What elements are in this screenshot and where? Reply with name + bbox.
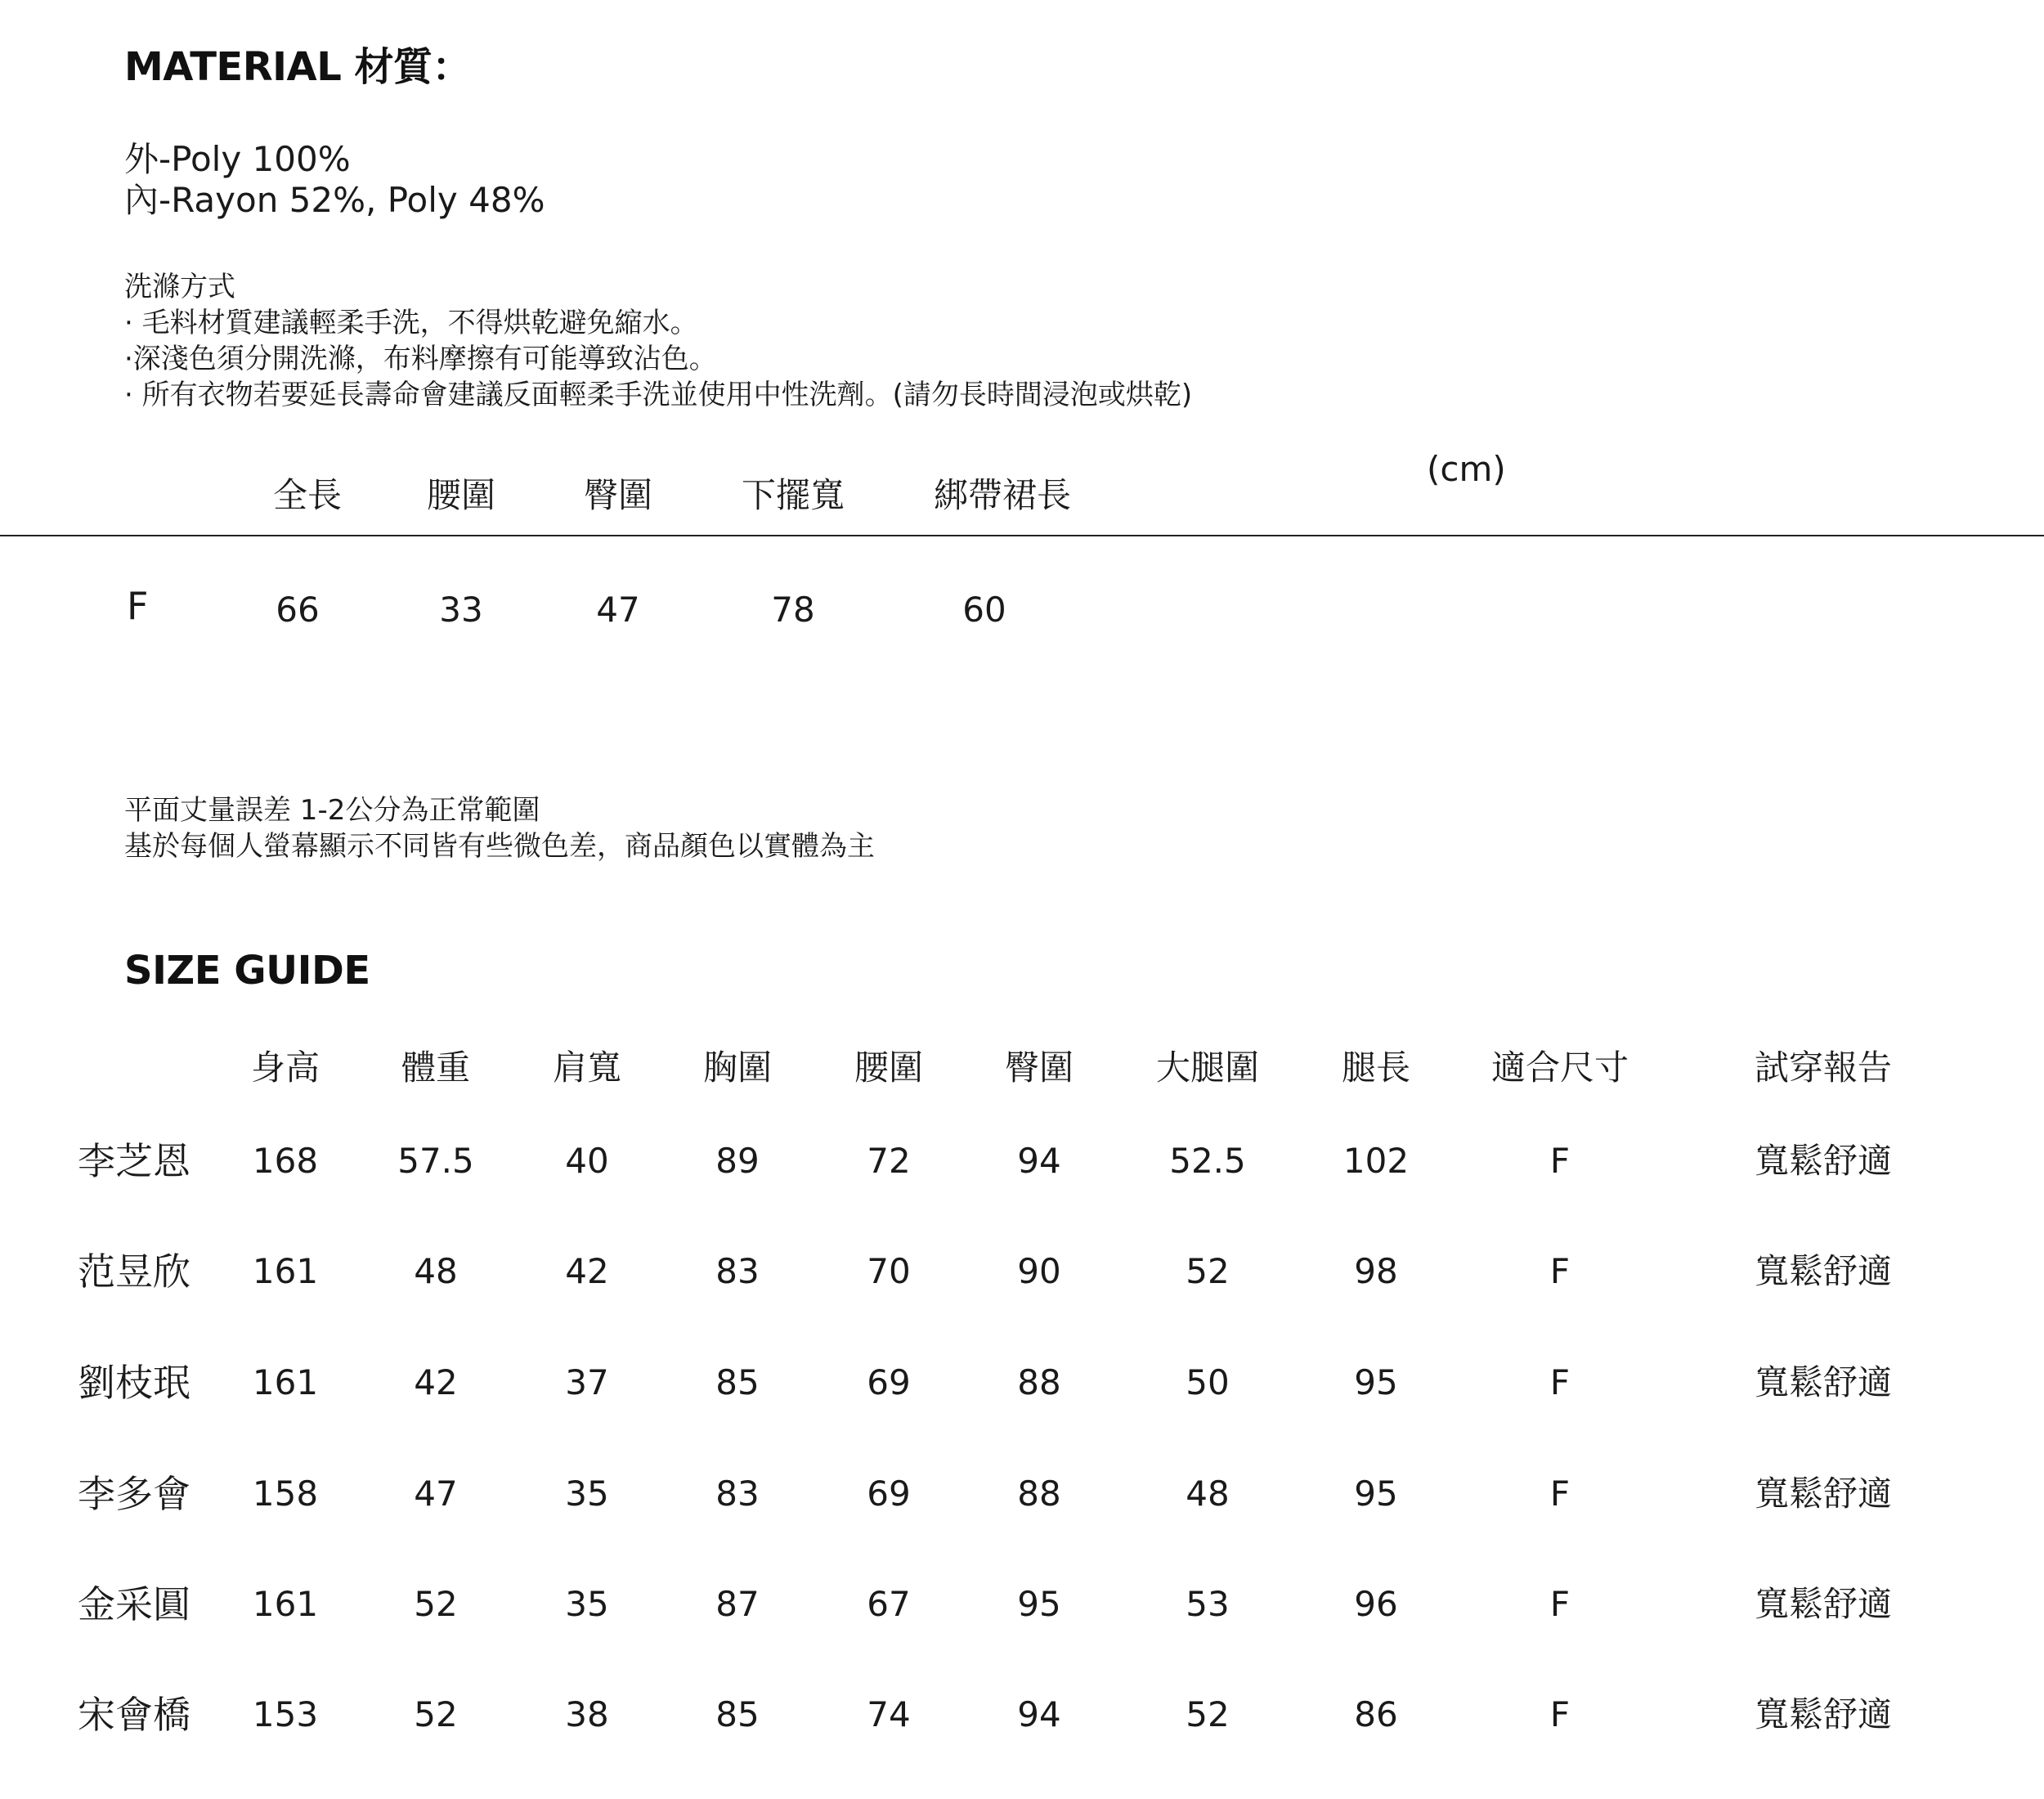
size-guide-cell: 40	[565, 1141, 609, 1181]
size-guide-cell: 寬鬆舒適	[1754, 1694, 1893, 1734]
note-line: 平面丈量誤差 1-2公分為正常範圍	[124, 794, 540, 827]
size-guide-cell: 94	[1017, 1141, 1061, 1181]
measure-header-length: 全長	[272, 475, 343, 515]
size-guide-cell: 69	[867, 1362, 911, 1402]
size-guide-cell: 52	[414, 1584, 458, 1624]
size-guide-cell: 47	[414, 1474, 458, 1514]
measure-header-waist: 腰圍	[426, 475, 496, 515]
size-guide-cell: 67	[867, 1584, 911, 1624]
size-guide-cell: 161	[252, 1362, 319, 1402]
size-guide-header: 大腿圍	[1155, 1048, 1260, 1088]
size-guide-header: 試穿報告	[1754, 1048, 1893, 1088]
size-guide-cell: 52.5	[1169, 1141, 1246, 1181]
measure-header-hem: 下擺寬	[741, 475, 845, 515]
size-guide-cell: 53	[1186, 1584, 1230, 1624]
measure-value: 60	[962, 590, 1006, 630]
material-inner: 內-Rayon 52%, Poly 48%	[124, 180, 545, 220]
size-guide-header: 胸圍	[702, 1048, 773, 1088]
size-guide-header: 肩寬	[552, 1048, 622, 1088]
size-guide-title: SIZE GUIDE	[124, 948, 370, 994]
size-guide-cell: 94	[1017, 1694, 1061, 1734]
measure-header-strap-skirt: 綁帶裙長	[933, 475, 1072, 515]
table-divider	[0, 535, 2044, 536]
measure-value: 33	[439, 590, 483, 630]
size-guide-cell: 寬鬆舒適	[1754, 1474, 1893, 1514]
size-guide-model-name: 李芝恩	[78, 1139, 191, 1183]
size-guide-cell: 69	[867, 1474, 911, 1514]
size-guide-model-name: 劉枝珉	[78, 1361, 191, 1405]
size-guide-cell: 88	[1017, 1474, 1061, 1514]
size-guide-cell: 42	[565, 1251, 609, 1291]
size-guide-cell: 102	[1342, 1141, 1410, 1181]
size-guide-cell: 70	[867, 1251, 911, 1291]
material-title: MATERIAL 材質：	[124, 44, 471, 90]
size-guide-cell: F	[1549, 1251, 1571, 1291]
size-guide-cell: 48	[414, 1251, 458, 1291]
size-guide-cell: 95	[1354, 1474, 1398, 1514]
size-guide-cell: 寬鬆舒適	[1754, 1584, 1893, 1624]
size-guide-cell: 52	[1186, 1694, 1230, 1734]
size-guide-cell: 72	[867, 1141, 911, 1181]
size-guide-cell: 95	[1354, 1362, 1398, 1402]
care-line: · 所有衣物若要延長壽命會建議反面輕柔手洗並使用中性洗劑。(請勿長時間浸泡或烘乾)	[124, 379, 1193, 411]
size-guide-cell: 52	[414, 1694, 458, 1734]
measure-value: 66	[276, 590, 320, 630]
care-line: ·深淺色須分開洗滌，布料摩擦有可能導致沾色。	[124, 343, 717, 375]
size-guide-cell: 寬鬆舒適	[1754, 1362, 1893, 1402]
size-guide-cell: 37	[565, 1362, 609, 1402]
size-guide-cell: 35	[565, 1584, 609, 1624]
size-guide-cell: 寬鬆舒適	[1754, 1251, 1893, 1291]
size-guide-model-name: 范昱欣	[78, 1249, 191, 1294]
size-guide-cell: 161	[252, 1251, 319, 1291]
size-guide-cell: 52	[1186, 1251, 1230, 1291]
size-guide-cell: 74	[867, 1694, 911, 1734]
measure-value: 47	[596, 590, 640, 630]
size-guide-cell: 158	[252, 1474, 319, 1514]
size-guide-cell: F	[1549, 1694, 1571, 1734]
measure-size-label: F	[127, 584, 149, 628]
size-guide-model-name: 宋會橋	[78, 1693, 191, 1737]
size-guide-cell: F	[1549, 1584, 1571, 1624]
size-guide-cell: 95	[1017, 1584, 1061, 1624]
size-guide-cell: 88	[1017, 1362, 1061, 1402]
size-guide-cell: 35	[565, 1474, 609, 1514]
size-guide-cell: F	[1549, 1362, 1571, 1402]
size-guide-cell: 90	[1017, 1251, 1061, 1291]
unit-label: (cm)	[1427, 449, 1506, 489]
size-guide-cell: 83	[715, 1474, 760, 1514]
size-guide-cell: 87	[715, 1584, 760, 1624]
size-guide-cell: 57.5	[397, 1141, 474, 1181]
size-guide-cell: 98	[1354, 1251, 1398, 1291]
size-guide-cell: 86	[1354, 1694, 1398, 1734]
size-guide-header: 腰圍	[854, 1048, 924, 1088]
size-guide-header: 體重	[401, 1048, 471, 1088]
size-guide-cell: 42	[414, 1362, 458, 1402]
measure-header-hip: 臀圍	[583, 475, 653, 515]
size-guide-cell: 96	[1354, 1584, 1398, 1624]
size-guide-header: 腿長	[1341, 1048, 1411, 1088]
material-outer: 外-Poly 100%	[124, 139, 351, 179]
size-guide-cell: 38	[565, 1694, 609, 1734]
size-guide-cell: 85	[715, 1694, 760, 1734]
size-guide-header: 臀圍	[1004, 1048, 1074, 1088]
size-guide-cell: F	[1549, 1474, 1571, 1514]
measure-value: 78	[771, 590, 815, 630]
size-guide-cell: 153	[252, 1694, 319, 1734]
size-guide-model-name: 金采圓	[78, 1582, 191, 1626]
size-guide-header: 適合尺寸	[1490, 1048, 1629, 1088]
size-guide-header: 身高	[250, 1048, 320, 1088]
care-title: 洗滌方式	[124, 271, 235, 303]
size-guide-cell: 89	[715, 1141, 760, 1181]
size-guide-cell: 161	[252, 1584, 319, 1624]
size-guide-cell: F	[1549, 1141, 1571, 1181]
size-guide-cell: 50	[1186, 1362, 1230, 1402]
care-line: · 毛料材質建議輕柔手洗，不得烘乾避免縮水。	[124, 307, 698, 339]
note-line: 基於每個人螢幕顯示不同皆有些微色差，商品顏色以實體為主	[124, 830, 875, 863]
size-guide-cell: 寬鬆舒適	[1754, 1141, 1893, 1181]
size-guide-cell: 85	[715, 1362, 760, 1402]
size-guide-model-name: 李多會	[78, 1472, 191, 1516]
size-guide-cell: 83	[715, 1251, 760, 1291]
size-guide-cell: 168	[252, 1141, 319, 1181]
size-guide-cell: 48	[1186, 1474, 1230, 1514]
